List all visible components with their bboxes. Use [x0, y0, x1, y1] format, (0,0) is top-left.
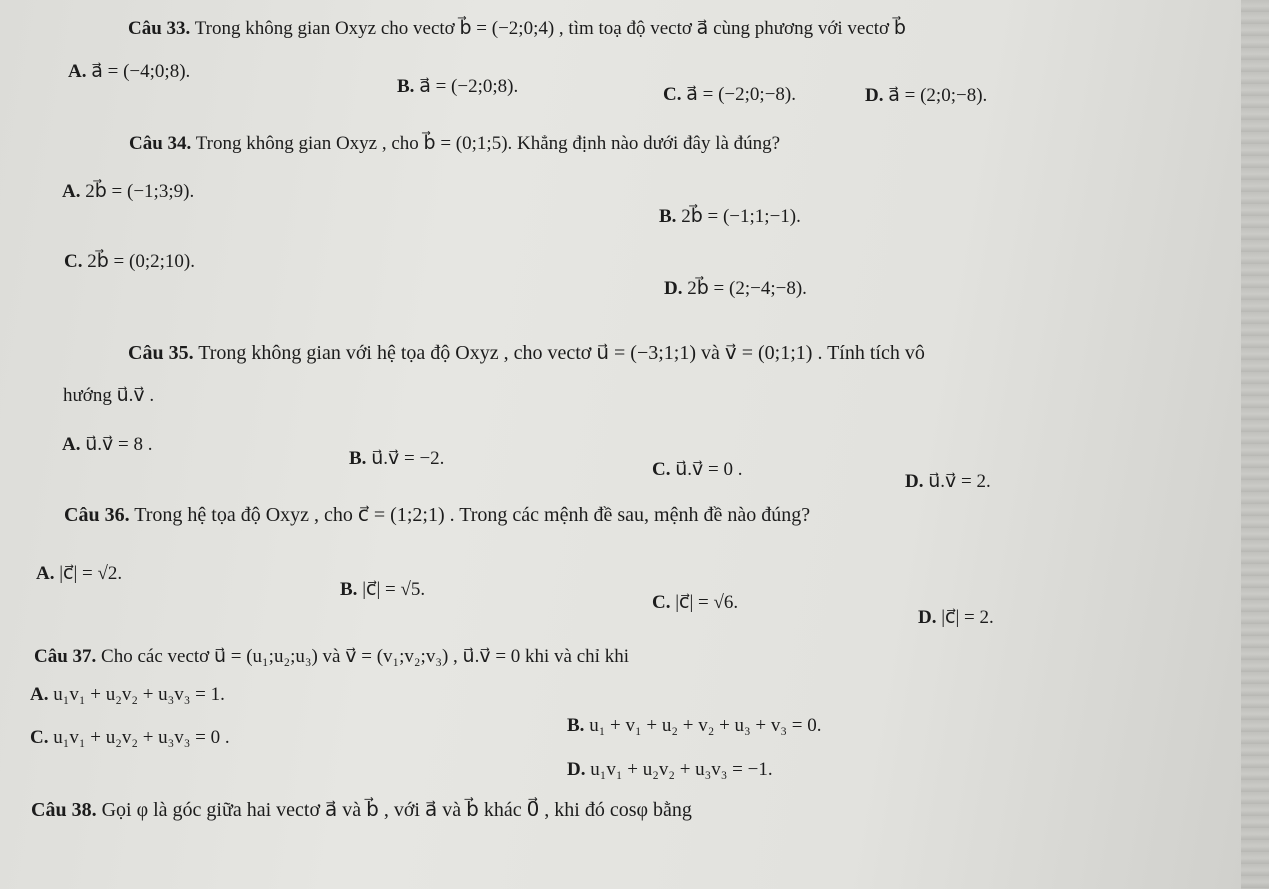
q33-option-d-text: a⃗ = (2;0;−8). [888, 85, 988, 106]
q34-option-d-label: D. [664, 278, 683, 299]
question-33 [128, 17, 906, 40]
question-35 [128, 340, 925, 365]
q37-option-c-label: C. [30, 727, 49, 748]
q34-option-a [62, 180, 194, 203]
question-36 [64, 502, 810, 527]
question-37-text: Cho các vectơ u⃗ = (u₁;u₂;u₃) và v⃗ = (v₁;v₂;v₃) , u⃗.v⃗ = 0 khi và chỉ khi [101, 646, 629, 667]
q36-option-d [918, 606, 994, 629]
q34-option-d-text: 2b⃗ = (2;−4;−8). [687, 278, 807, 299]
question-35-continuation: hướng u⃗.v⃗ . [63, 385, 155, 406]
q37-option-a-text: u₁v₁ + u₂v₂ + u₃v₃ = 1. [53, 684, 225, 705]
q34-option-c-text: 2b⃗ = (0;2;10). [87, 251, 195, 272]
q35-option-a [62, 433, 153, 456]
q37-option-c [30, 727, 230, 749]
q34-option-c-label: C. [64, 251, 83, 272]
q36-option-a-text: |c⃗| = √2. [59, 563, 123, 584]
question-33-text: Trong không gian Oxyz cho vectơ b⃗ = (−2;0;4) , tìm toạ độ vectơ a⃗ cùng phương với vectơ b⃗ [194, 18, 906, 39]
q36-option-c-label: C. [652, 592, 671, 613]
q36-option-b-text: |c⃗| = √5. [362, 579, 426, 600]
q35-option-d-text: u⃗.v⃗ = 2. [928, 471, 991, 492]
q34-option-d [664, 277, 807, 300]
q36-option-d-text: |c⃗| = 2. [941, 607, 994, 628]
q35-option-c [652, 458, 743, 481]
q37-option-b-label: B. [567, 715, 585, 736]
q37-option-b-text: u₁ + v₁ + u₂ + v₂ + u₃ + v₃ = 0. [589, 715, 822, 736]
q33-option-a [68, 60, 190, 83]
q33-option-b-text: a⃗ = (−2;0;8). [419, 76, 519, 97]
q37-option-d-label: D. [567, 759, 586, 780]
q36-option-a [36, 562, 122, 585]
q34-option-b [659, 205, 801, 228]
question-35-number: Câu 35. [128, 342, 194, 364]
q35-option-d [905, 470, 991, 493]
q37-option-a [30, 684, 225, 706]
question-36-number: Câu 36. [64, 504, 130, 526]
q35-option-c-label: C. [652, 459, 671, 480]
q35-option-a-text: u⃗.v⃗ = 8 . [85, 434, 153, 455]
question-38-number: Câu 38. [31, 799, 97, 821]
q34-option-c [64, 250, 195, 273]
q35-option-c-text: u⃗.v⃗ = 0 . [675, 459, 743, 480]
q34-option-a-label: A. [62, 181, 81, 202]
question-34 [129, 132, 780, 155]
question-37-number: Câu 37. [34, 646, 97, 667]
q33-option-c-text: a⃗ = (−2;0;−8). [686, 84, 796, 105]
q34-option-a-text: 2b⃗ = (−1;3;9). [85, 181, 195, 202]
q34-option-b-label: B. [659, 206, 677, 227]
question-35-text: Trong không gian với hệ tọa độ Oxyz , cho vectơ u⃗ = (−3;1;1) và v⃗ = (0;1;1) . Tính tích vô [198, 342, 925, 364]
q33-option-a-label: A. [68, 61, 87, 82]
q33-option-b-label: B. [397, 76, 415, 97]
q33-option-a-text: a⃗ = (−4;0;8). [91, 61, 191, 82]
question-34-number: Câu 34. [129, 133, 192, 154]
question-36-text: Trong hệ tọa độ Oxyz , cho c⃗ = (1;2;1) . Trong các mệnh đề sau, mệnh đề nào đúng? [134, 504, 811, 526]
q33-option-d-label: D. [865, 85, 884, 106]
q37-option-c-text: u₁v₁ + u₂v₂ + u₃v₃ = 0 . [53, 727, 230, 748]
q35-option-b-text: u⃗.v⃗ = −2. [371, 448, 445, 469]
q35-option-b-label: B. [349, 448, 367, 469]
question-38 [31, 797, 692, 822]
paper-edge [1241, 0, 1269, 889]
q33-option-c [663, 83, 796, 106]
q34-option-b-text: 2b⃗ = (−1;1;−1). [681, 206, 801, 227]
q37-option-b [567, 715, 821, 737]
question-34-text: Trong không gian Oxyz , cho b⃗ = (0;1;5). Khẳng định nào dưới đây là đúng? [195, 133, 781, 154]
q36-option-d-label: D. [918, 607, 937, 628]
question-33-number: Câu 33. [128, 18, 191, 39]
question-38-text: Gọi φ là góc giữa hai vectơ a⃗ và b⃗ , với a⃗ và b⃗ khác 0⃗ , khi đó cosφ bằng [101, 799, 692, 821]
q35-option-b [349, 447, 444, 470]
q36-option-c-text: |c⃗| = √6. [675, 592, 739, 613]
q37-option-d [567, 759, 773, 781]
q36-option-b [340, 578, 425, 601]
q36-option-a-label: A. [36, 563, 55, 584]
q33-option-b [397, 75, 518, 98]
q35-option-d-label: D. [905, 471, 924, 492]
question-37 [34, 645, 629, 668]
q36-option-c [652, 591, 738, 614]
q37-option-d-text: u₁v₁ + u₂v₂ + u₃v₃ = −1. [590, 759, 773, 780]
q33-option-c-label: C. [663, 84, 682, 105]
q36-option-b-label: B. [340, 579, 358, 600]
q37-option-a-label: A. [30, 684, 49, 705]
q35-option-a-label: A. [62, 434, 81, 455]
q33-option-d [865, 84, 987, 107]
